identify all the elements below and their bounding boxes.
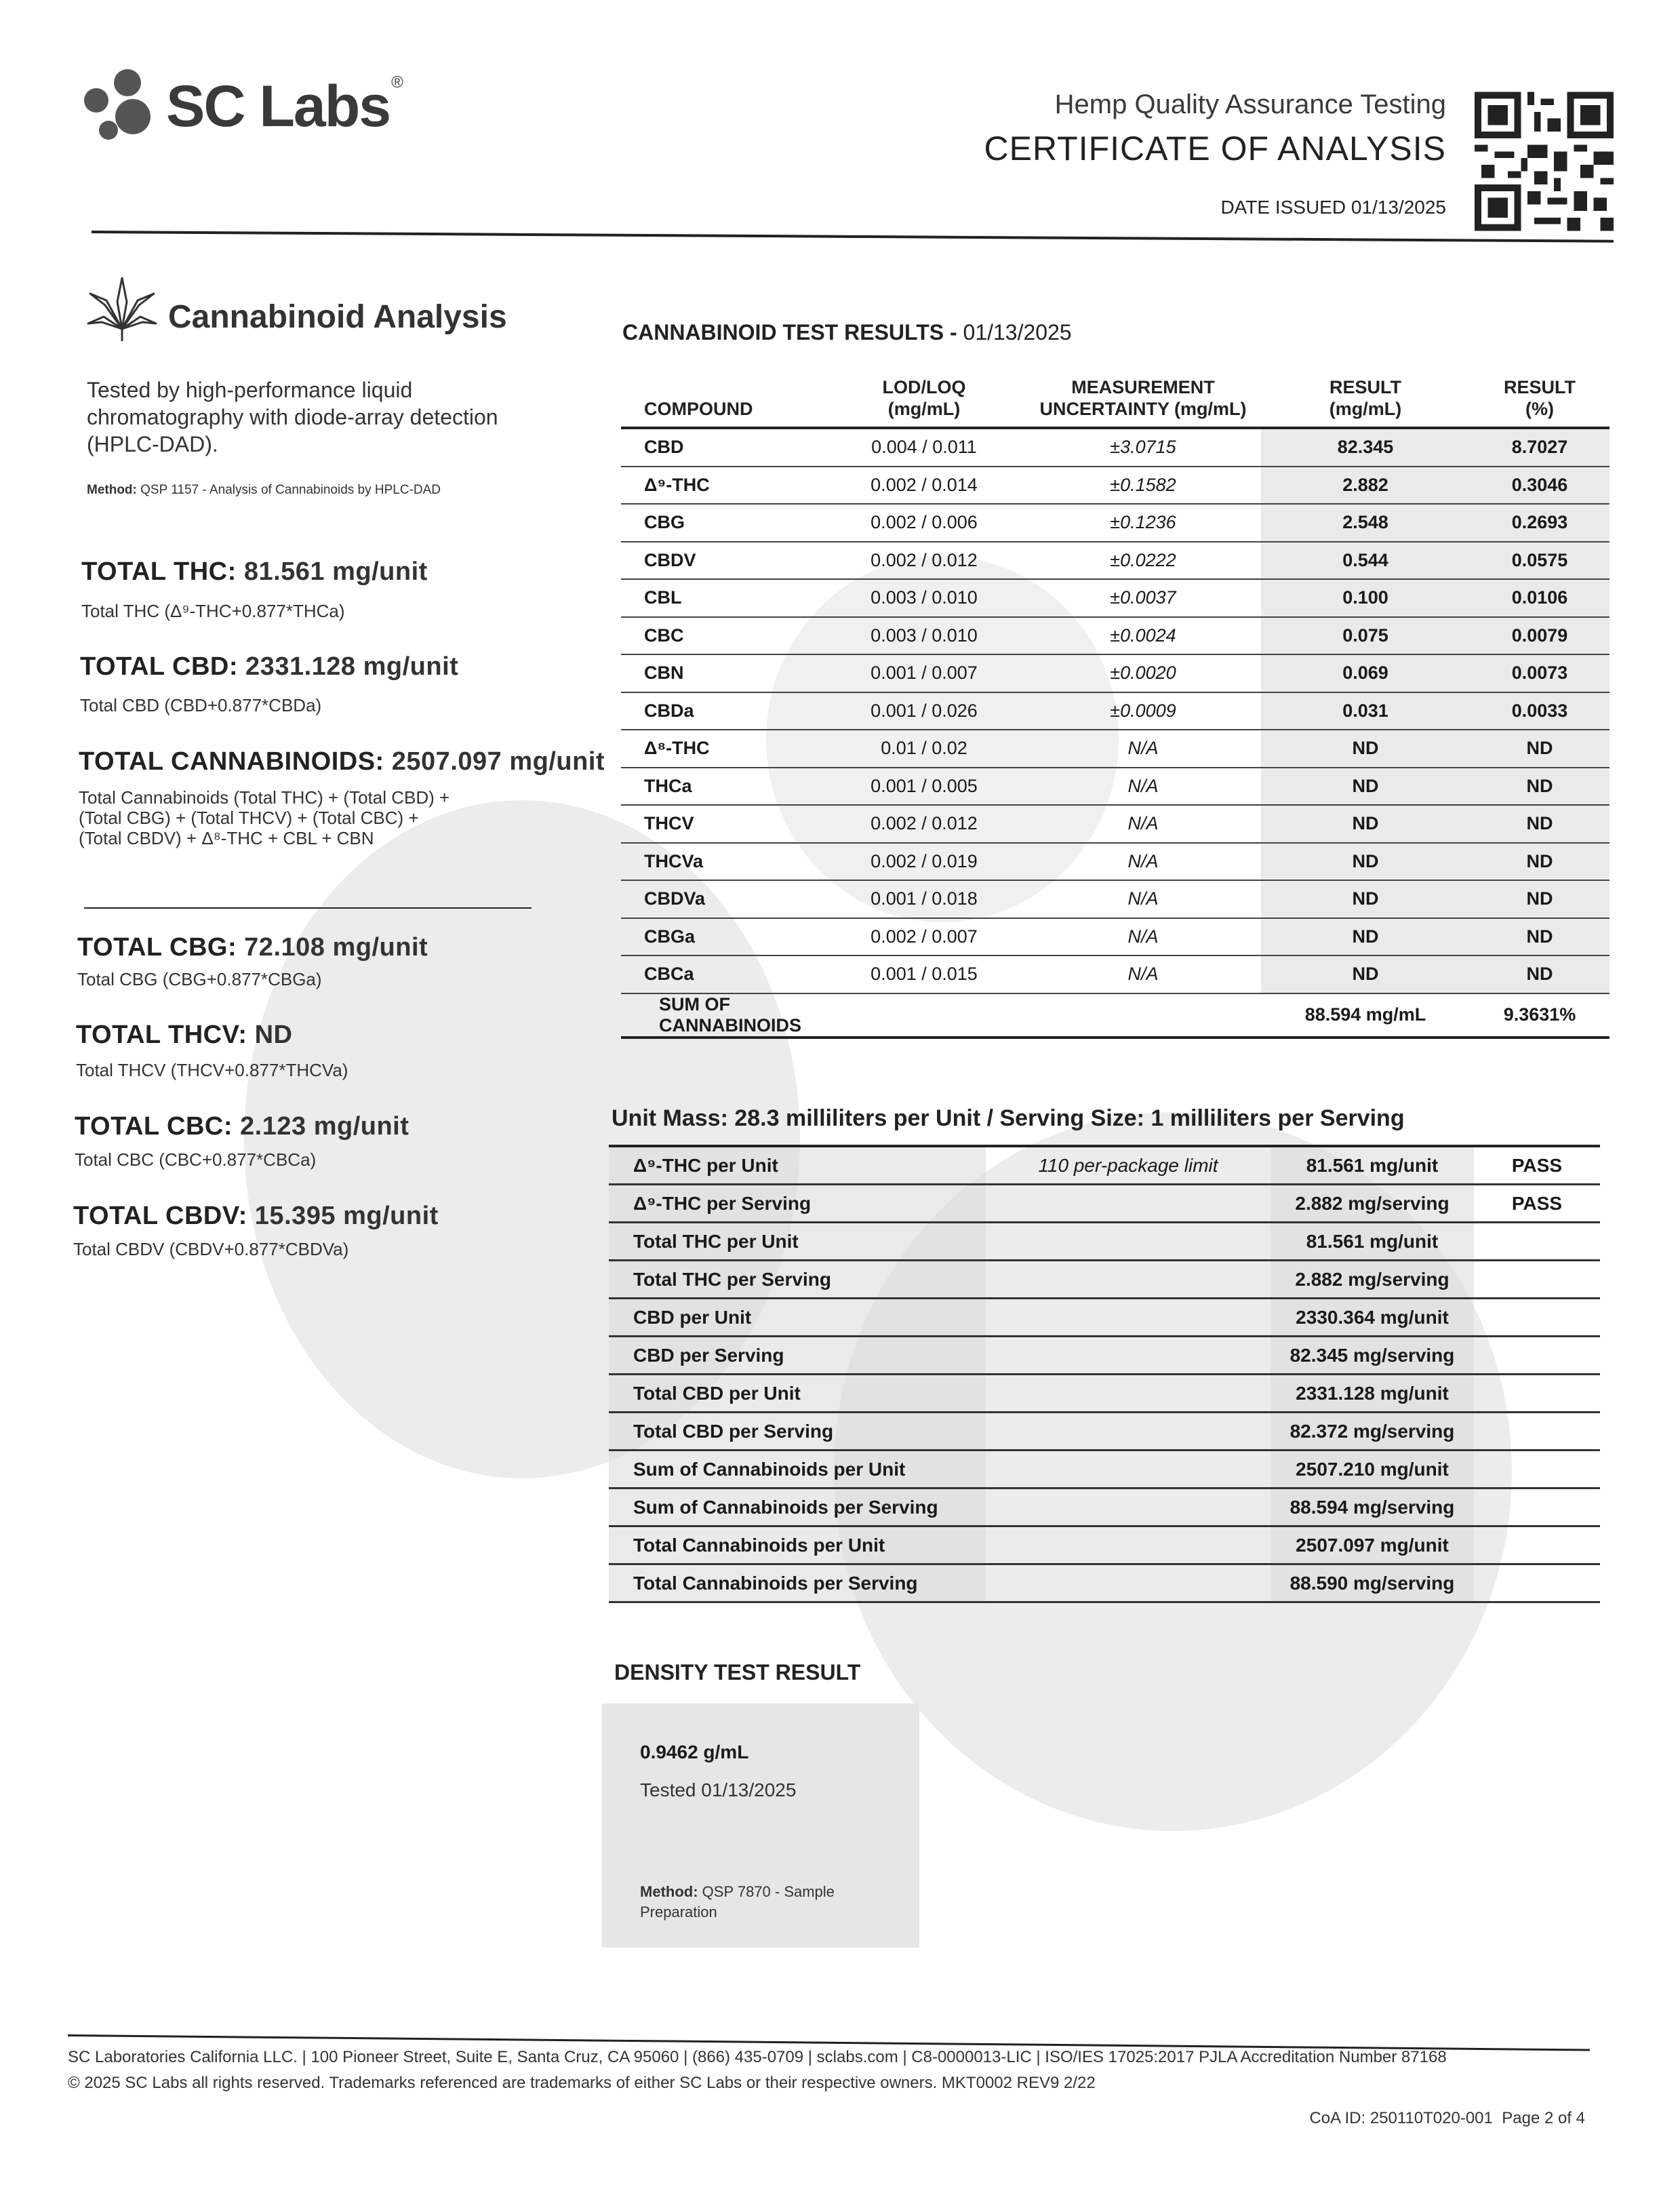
total-cbdv-value: 15.395 mg/unit	[254, 1202, 439, 1230]
compound-cell: CBL	[621, 579, 823, 617]
total-thc-formula: Total THC (Δ⁹-THC+0.877*THCa)	[81, 601, 345, 621]
table-row	[609, 1185, 1600, 1223]
result-pct-cell: ND	[1470, 918, 1609, 956]
metric-value: 88.590 mg/serving	[1271, 1564, 1474, 1602]
method-label: Method:	[87, 483, 137, 497]
sc-labs-logo-icon	[81, 68, 156, 142]
limit-cell	[986, 1413, 1271, 1451]
table-row	[609, 1413, 1600, 1451]
uncertainty-cell: N/A	[1025, 805, 1261, 843]
total-cbd-label: TOTAL CBD:	[80, 652, 238, 681]
table-row	[609, 1488, 1600, 1526]
limit-cell	[986, 1261, 1271, 1299]
total-thc-label: TOTAL THC:	[81, 557, 237, 586]
total-cannabinoids-formula-1: Total Cannabinoids (Total THC) + (Total CBD) +	[79, 787, 450, 808]
metric-value: 81.561 mg/unit	[1271, 1146, 1474, 1185]
result-pct-cell: 0.0575	[1470, 542, 1609, 580]
method-description: Tested by high-performance liquid chromatography with diode-array detection (HPLC-DAD).	[87, 378, 498, 456]
metric-value: 2330.364 mg/unit	[1271, 1299, 1474, 1337]
method-line	[87, 483, 441, 498]
compound-cell: Δ⁹-THC	[621, 467, 823, 505]
result-mgml-cell: ND	[1261, 768, 1470, 806]
lod-loq-cell: 0.002 / 0.012	[823, 805, 1025, 843]
result-mgml-cell: 0.075	[1261, 617, 1470, 655]
table-row	[621, 955, 1609, 993]
total-thc	[81, 557, 428, 587]
result-mgml-cell: 0.031	[1261, 692, 1470, 730]
cannabinoid-analysis-title: Cannabinoid Analysis	[168, 299, 507, 335]
result-mgml-cell: ND	[1261, 730, 1470, 768]
uncertainty-cell: ±0.0020	[1025, 654, 1261, 692]
sum-pct: 9.3631%	[1470, 993, 1609, 1038]
result-pct-cell: 0.0106	[1470, 579, 1609, 617]
table-row	[621, 730, 1609, 768]
table-row	[609, 1564, 1600, 1602]
result-mgml-cell: 0.100	[1261, 579, 1470, 617]
result-pct-cell: ND	[1470, 768, 1609, 806]
metric-label: Total Cannabinoids per Unit	[609, 1526, 986, 1564]
unit-mass-heading: Unit Mass: 28.3 milliliters per Unit / Serving Size: 1 milliliters per Serving	[612, 1105, 1405, 1131]
document-title: CERTIFICATE OF ANALYSIS	[984, 130, 1446, 167]
limit-cell	[986, 1451, 1271, 1488]
sum-mgml: 88.594 mg/mL	[1261, 993, 1470, 1038]
table-row	[621, 467, 1609, 505]
unit-serving-table	[609, 1145, 1600, 1603]
total-cbg-value: 72.108 mg/unit	[244, 933, 428, 962]
footer-coa-id	[1309, 2109, 1585, 2128]
table-row	[621, 768, 1609, 806]
footer-address: SC Laboratories California LLC. | 100 Pioneer Street, Suite E, Santa Cruz, CA 95060 | (866) 435-0709 | sclabs.com | C8-0000013-LIC | ISO/IES 17025:2017 PJLA Accreditation Number 87168	[68, 2048, 1447, 2066]
col-lod-loq-line2: (mg/mL)	[887, 399, 961, 419]
total-cannabinoids-formula-3: (Total CBDV) + Δ⁸-THC + CBL + CBN	[79, 828, 374, 848]
pass-status	[1474, 1223, 1600, 1261]
result-pct-cell: 0.3046	[1470, 467, 1609, 505]
lod-loq-cell: 0.001 / 0.005	[823, 768, 1025, 806]
pass-status: PASS	[1474, 1146, 1600, 1185]
limit-cell	[986, 1337, 1271, 1375]
metric-label: Sum of Cannabinoids per Unit	[609, 1451, 986, 1488]
result-mgml-cell: ND	[1261, 880, 1470, 918]
compound-cell: CBDVa	[621, 880, 823, 918]
total-thcv-value: ND	[254, 1021, 293, 1049]
col-result-pct-line1: RESULT	[1504, 377, 1576, 397]
total-cbd	[80, 652, 458, 682]
uncertainty-cell: ±0.0024	[1025, 617, 1261, 655]
total-cannabinoids-formula-2: (Total CBG) + (Total THCV) + (Total CBC) +	[79, 808, 419, 828]
total-cbd-formula: Total CBD (CBD+0.877*CBDa)	[80, 695, 322, 715]
document-subtitle: Hemp Quality Assurance Testing	[1054, 90, 1446, 119]
compound-cell: CBCa	[621, 955, 823, 993]
sum-row	[621, 993, 1609, 1038]
result-pct-cell: 0.0079	[1470, 617, 1609, 655]
table-row	[609, 1451, 1600, 1488]
table-row	[609, 1526, 1600, 1564]
col-lod-loq-line1: LOD/LOQ	[882, 377, 966, 397]
compound-cell: CBD	[621, 428, 823, 467]
result-pct-cell: ND	[1470, 843, 1609, 881]
metric-value: 2331.128 mg/unit	[1271, 1375, 1474, 1413]
total-cannabinoids	[79, 747, 605, 776]
limit-cell	[986, 1564, 1271, 1602]
col-result-mgml	[1261, 376, 1470, 428]
uncertainty-cell: N/A	[1025, 843, 1261, 881]
metric-label: Δ⁹-THC per Unit	[609, 1146, 986, 1185]
table-row	[621, 918, 1609, 956]
table-header-row	[621, 376, 1609, 428]
header-divider	[92, 231, 1614, 243]
results-heading	[622, 320, 1072, 345]
table-row	[621, 504, 1609, 542]
cannabinoid-results-table	[621, 376, 1609, 1039]
metric-label: Total THC per Serving	[609, 1261, 986, 1299]
results-heading-label: CANNABINOID TEST RESULTS -	[622, 320, 963, 344]
result-mgml-cell: ND	[1261, 805, 1470, 843]
compound-cell: CBC	[621, 617, 823, 655]
table-row	[621, 428, 1609, 467]
uncertainty-cell: ±0.0009	[1025, 692, 1261, 730]
col-uncertainty-line1: MEASUREMENT	[1071, 377, 1215, 397]
col-uncertainty-line2: UNCERTAINTY (mg/mL)	[1039, 399, 1247, 419]
total-thc-value: 81.561 mg/unit	[243, 557, 428, 586]
sum-label: SUM OF CANNABINOIDS	[621, 993, 823, 1038]
table-row	[609, 1299, 1600, 1337]
lod-loq-cell: 0.002 / 0.007	[823, 918, 1025, 956]
table-row	[621, 579, 1609, 617]
compound-cell: THCa	[621, 768, 823, 806]
col-uncertainty	[1025, 376, 1261, 428]
metric-label: Total Cannabinoids per Serving	[609, 1564, 986, 1602]
pass-status	[1474, 1261, 1600, 1299]
metric-label: Δ⁹-THC per Serving	[609, 1185, 986, 1223]
total-cbc-label: TOTAL CBC:	[75, 1112, 233, 1141]
lod-loq-cell: 0.004 / 0.011	[823, 428, 1025, 467]
pass-status	[1474, 1337, 1600, 1375]
result-mgml-cell: 82.345	[1261, 428, 1470, 467]
total-cbdv-formula: Total CBDV (CBDV+0.877*CBDVa)	[73, 1239, 349, 1259]
compound-cell: Δ⁸-THC	[621, 730, 823, 768]
table-row	[609, 1146, 1600, 1185]
limit-cell	[986, 1223, 1271, 1261]
lod-loq-cell: 0.001 / 0.018	[823, 880, 1025, 918]
pass-status	[1474, 1375, 1600, 1413]
total-cbc	[75, 1112, 409, 1141]
cannabis-leaf-icon	[85, 275, 159, 342]
metric-label: Total CBD per Serving	[609, 1413, 986, 1451]
table-row	[621, 843, 1609, 881]
metric-value: 82.372 mg/serving	[1271, 1413, 1474, 1451]
registered-mark: ®	[391, 73, 402, 92]
table-row	[621, 542, 1609, 580]
lod-loq-cell: 0.001 / 0.007	[823, 654, 1025, 692]
metric-value: 2507.210 mg/unit	[1271, 1451, 1474, 1488]
result-pct-cell: 8.7027	[1470, 428, 1609, 467]
table-row	[621, 617, 1609, 655]
limit-cell	[986, 1375, 1271, 1413]
compound-cell: CBDa	[621, 692, 823, 730]
metric-value: 81.561 mg/unit	[1271, 1223, 1474, 1261]
total-cbdv-label: TOTAL CBDV:	[73, 1202, 247, 1230]
metric-value: 2.882 mg/serving	[1271, 1185, 1474, 1223]
uncertainty-cell: ±0.0222	[1025, 542, 1261, 580]
page-number: Page 2 of 4	[1502, 2109, 1585, 2127]
result-mgml-cell: ND	[1261, 918, 1470, 956]
density-value: 0.9462 g/mL	[640, 1741, 749, 1762]
limit-cell	[986, 1185, 1271, 1223]
total-cbdv	[73, 1202, 439, 1231]
result-mgml-cell: 2.548	[1261, 504, 1470, 542]
results-heading-date: 01/13/2025	[963, 320, 1072, 344]
date-issued: DATE ISSUED 01/13/2025	[1220, 197, 1446, 218]
density-heading: DENSITY TEST RESULT	[614, 1660, 861, 1684]
metric-label: Total THC per Unit	[609, 1223, 986, 1261]
uncertainty-cell: ±0.1236	[1025, 504, 1261, 542]
total-thcv-label: TOTAL THCV:	[76, 1021, 247, 1049]
metric-value: 2507.097 mg/unit	[1271, 1526, 1474, 1564]
total-thcv	[76, 1021, 292, 1050]
pass-status: PASS	[1474, 1185, 1600, 1223]
pass-status	[1474, 1564, 1600, 1602]
footer-copyright: © 2025 SC Labs all rights reserved. Trademarks referenced are trademarks of either SC Labs or their respective owners. MKT0002 REV9 2/22	[68, 2074, 1096, 2092]
result-mgml-cell: 0.069	[1261, 654, 1470, 692]
compound-cell: CBGa	[621, 918, 823, 956]
limit-cell	[986, 1488, 1271, 1526]
metric-label: CBD per Serving	[609, 1337, 986, 1375]
lod-loq-cell: 0.002 / 0.012	[823, 542, 1025, 580]
metric-label: Sum of Cannabinoids per Serving	[609, 1488, 986, 1526]
compound-cell: THCVa	[621, 843, 823, 881]
lod-loq-cell: 0.002 / 0.014	[823, 467, 1025, 505]
result-pct-cell: 0.0073	[1470, 654, 1609, 692]
pass-status	[1474, 1299, 1600, 1337]
pass-status	[1474, 1413, 1600, 1451]
limit-cell: 110 per-package limit	[986, 1146, 1271, 1185]
brand-name: SC Labs	[166, 74, 391, 139]
total-cbg-formula: Total CBG (CBG+0.877*CBGa)	[77, 969, 322, 989]
compound-cell: CBDV	[621, 542, 823, 580]
uncertainty-cell: N/A	[1025, 768, 1261, 806]
pass-status	[1474, 1451, 1600, 1488]
table-row	[609, 1337, 1600, 1375]
result-pct-cell: ND	[1470, 730, 1609, 768]
total-thcv-formula: Total THCV (THCV+0.877*THCVa)	[76, 1060, 348, 1080]
density-method	[640, 1882, 884, 1922]
total-cbc-formula: Total CBC (CBC+0.877*CBCa)	[75, 1149, 317, 1170]
col-lod-loq	[823, 376, 1025, 428]
compound-cell: CBN	[621, 654, 823, 692]
coa-id: CoA ID: 250110T020-001	[1309, 2109, 1493, 2127]
table-row	[609, 1223, 1600, 1261]
lod-loq-cell: 0.002 / 0.019	[823, 843, 1025, 881]
metric-value: 82.345 mg/serving	[1271, 1337, 1474, 1375]
compound-cell: CBG	[621, 504, 823, 542]
metric-label: Total CBD per Unit	[609, 1375, 986, 1413]
col-result-mgml-line1: RESULT	[1329, 377, 1401, 397]
col-result-mgml-line2: (mg/mL)	[1329, 399, 1402, 419]
uncertainty-cell: N/A	[1025, 955, 1261, 993]
empty-cell	[823, 993, 1025, 1038]
total-cbg	[77, 933, 428, 962]
compound-cell: THCV	[621, 805, 823, 843]
metric-value: 2.882 mg/serving	[1271, 1261, 1474, 1299]
uncertainty-cell: N/A	[1025, 730, 1261, 768]
density-method-label: Method:	[640, 1883, 698, 1900]
table-row	[621, 880, 1609, 918]
result-pct-cell: ND	[1470, 805, 1609, 843]
total-cbc-value: 2.123 mg/unit	[240, 1112, 409, 1141]
brand-logo	[166, 73, 402, 140]
col-compound: COMPOUND	[644, 399, 753, 419]
table-row	[621, 692, 1609, 730]
metric-value: 88.594 mg/serving	[1271, 1488, 1474, 1526]
total-cbg-label: TOTAL CBG:	[77, 933, 237, 962]
result-pct-cell: 0.2693	[1470, 504, 1609, 542]
uncertainty-cell: ±3.0715	[1025, 428, 1261, 467]
result-pct-cell: ND	[1470, 880, 1609, 918]
table-row	[621, 805, 1609, 843]
uncertainty-cell: N/A	[1025, 880, 1261, 918]
result-mgml-cell: 2.882	[1261, 467, 1470, 505]
method-text: QSP 1157 - Analysis of Cannabinoids by HPLC-DAD	[140, 483, 441, 497]
pass-status	[1474, 1526, 1600, 1564]
left-divider	[84, 907, 532, 909]
lod-loq-cell: 0.003 / 0.010	[823, 579, 1025, 617]
lod-loq-cell: 0.003 / 0.010	[823, 617, 1025, 655]
lod-loq-cell: 0.01 / 0.02	[823, 730, 1025, 768]
qr-code-icon	[1475, 90, 1614, 233]
lod-loq-cell: 0.001 / 0.026	[823, 692, 1025, 730]
col-result-pct-line2: (%)	[1525, 399, 1554, 419]
table-row	[609, 1375, 1600, 1413]
uncertainty-cell: ±0.1582	[1025, 467, 1261, 505]
empty-cell	[1025, 993, 1261, 1038]
result-mgml-cell: 0.544	[1261, 542, 1470, 580]
total-cannabinoids-label: TOTAL CANNABINOIDS:	[79, 747, 384, 776]
lod-loq-cell: 0.002 / 0.006	[823, 504, 1025, 542]
table-row	[621, 654, 1609, 692]
pass-status	[1474, 1488, 1600, 1526]
lod-loq-cell: 0.001 / 0.015	[823, 955, 1025, 993]
metric-label: CBD per Unit	[609, 1299, 986, 1337]
limit-cell	[986, 1299, 1271, 1337]
uncertainty-cell: N/A	[1025, 918, 1261, 956]
result-mgml-cell: ND	[1261, 955, 1470, 993]
table-row	[609, 1261, 1600, 1299]
density-tested-date: Tested 01/13/2025	[640, 1779, 797, 1800]
result-pct-cell: ND	[1470, 955, 1609, 993]
total-cannabinoids-value: 2507.097 mg/unit	[391, 747, 605, 776]
col-result-pct	[1470, 376, 1609, 428]
result-mgml-cell: ND	[1261, 843, 1470, 881]
total-cbd-value: 2331.128 mg/unit	[245, 652, 459, 681]
result-pct-cell: 0.0033	[1470, 692, 1609, 730]
uncertainty-cell: ±0.0037	[1025, 579, 1261, 617]
limit-cell	[986, 1526, 1271, 1564]
density-method-text: QSP 7870 - Sample Preparation	[640, 1883, 835, 1920]
